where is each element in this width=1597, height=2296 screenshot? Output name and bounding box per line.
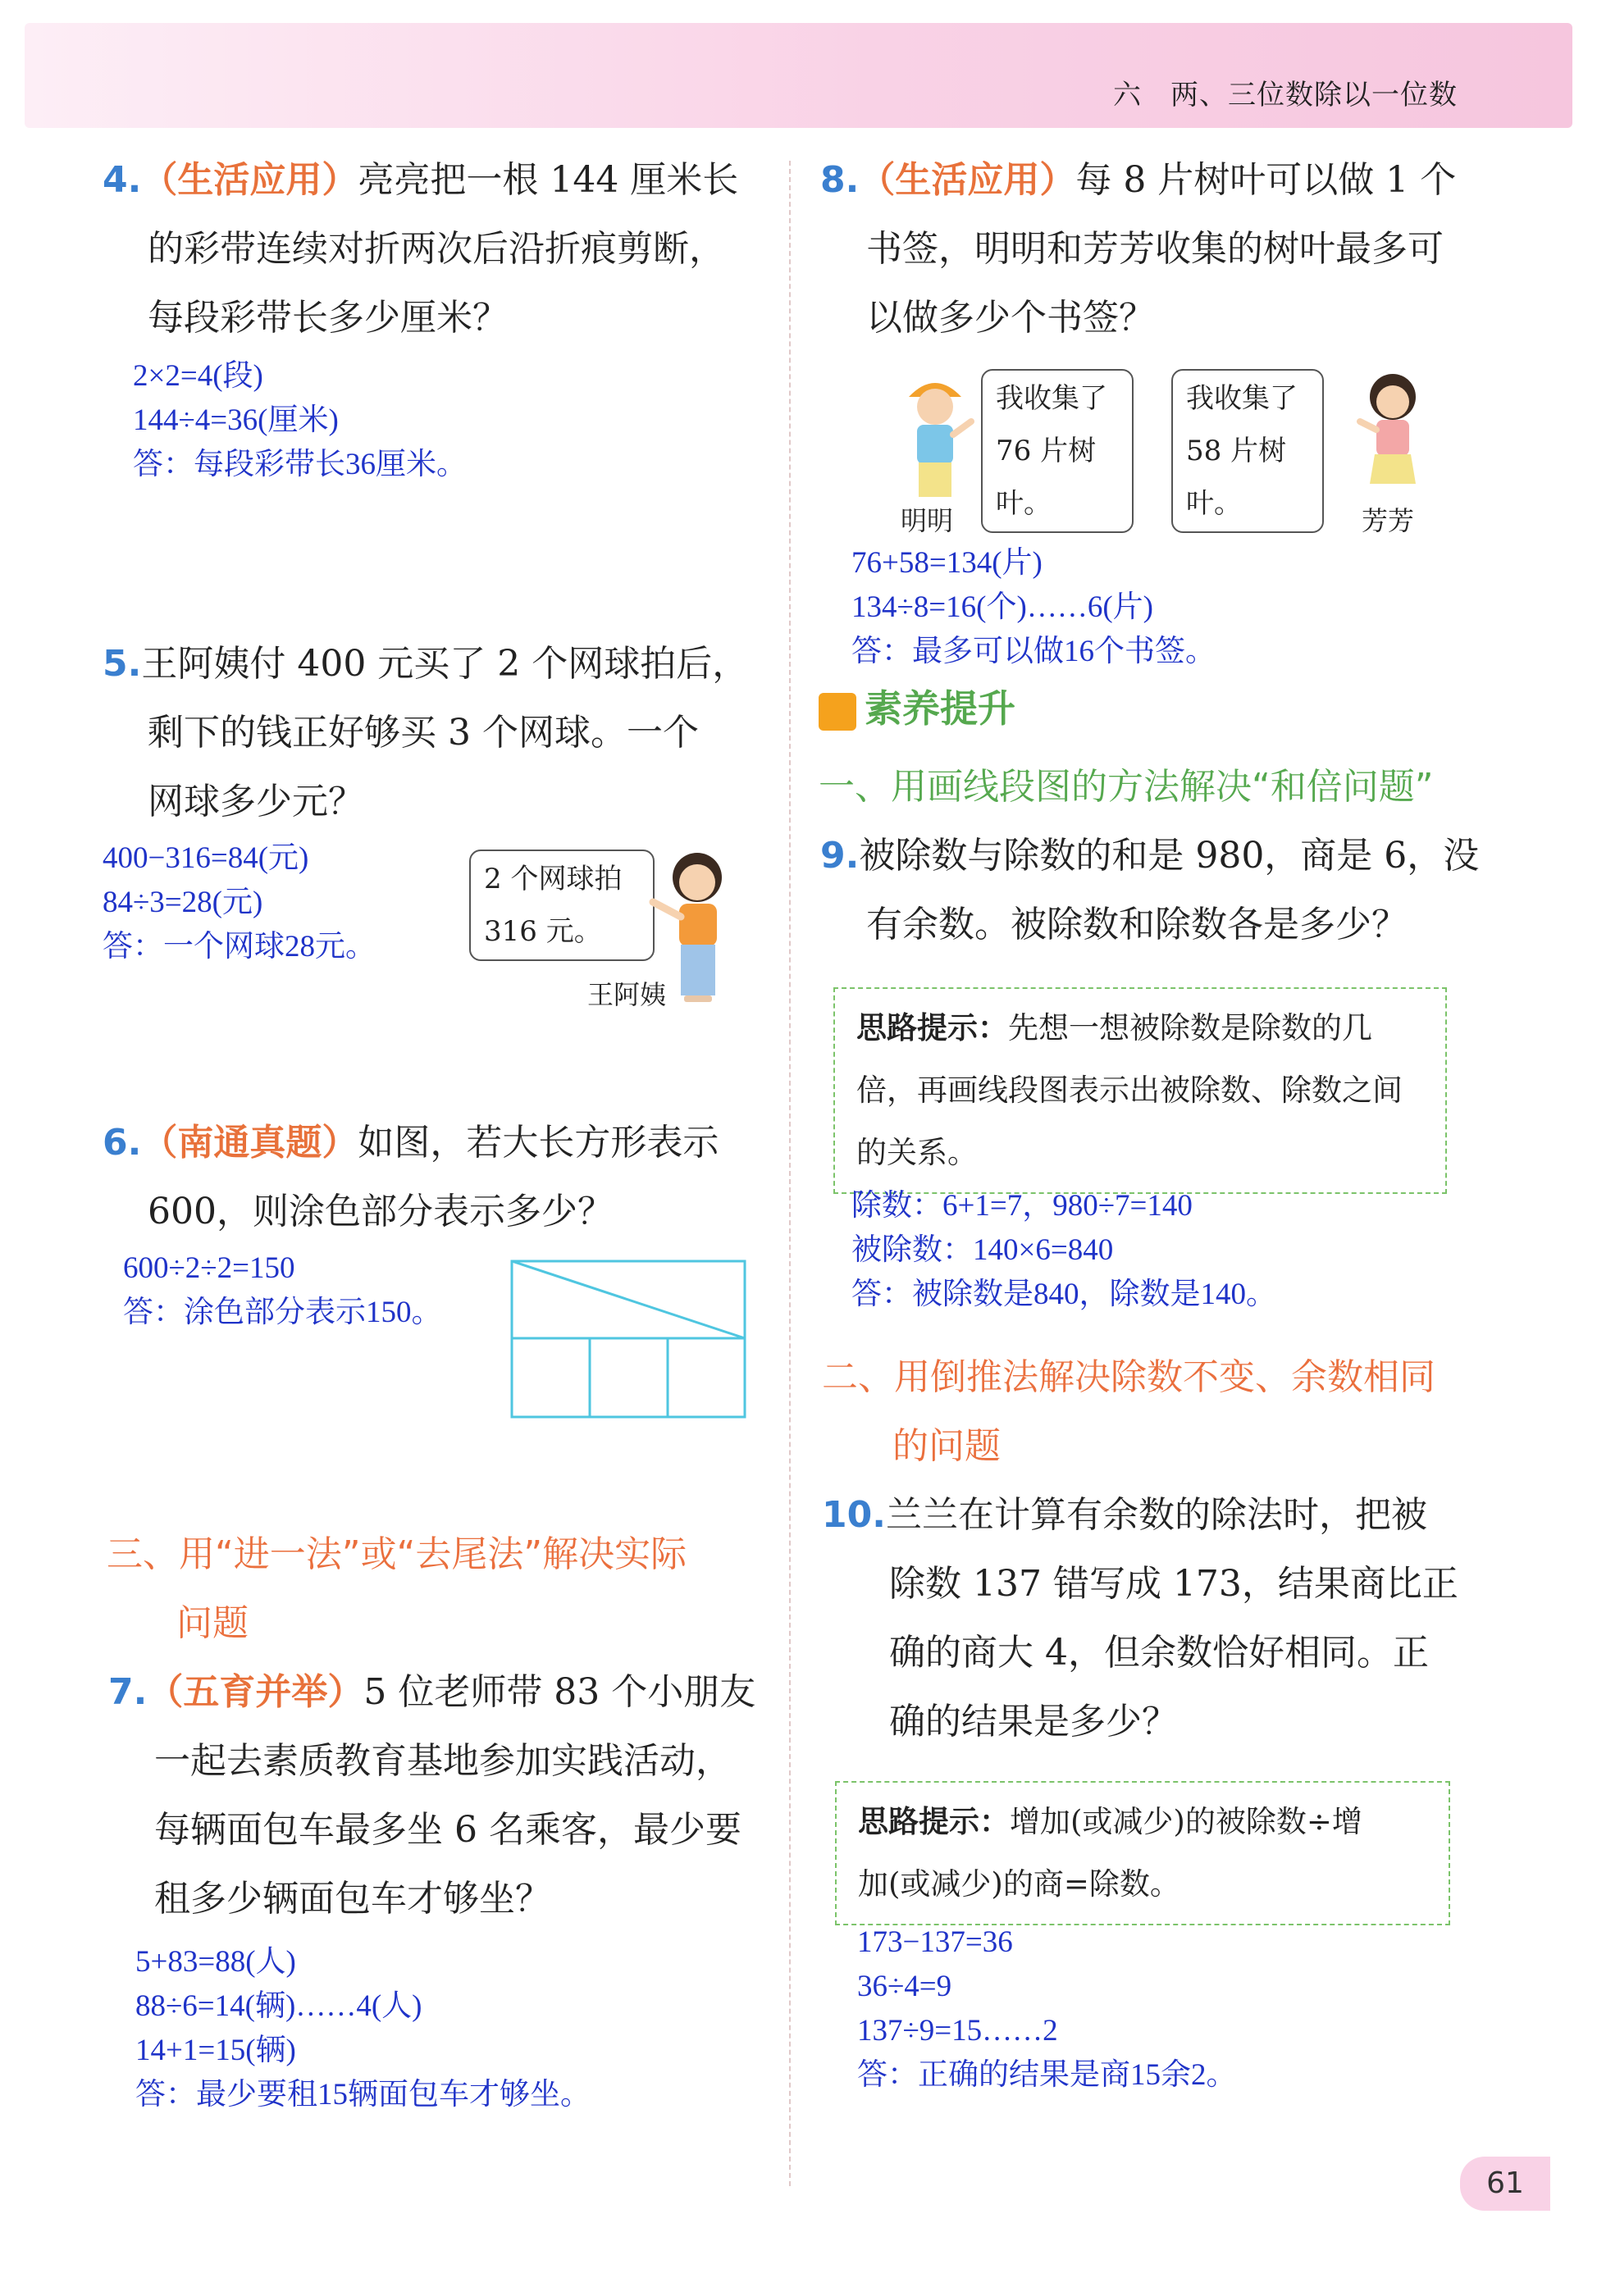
suyang-title: 素养提升	[865, 686, 1015, 731]
person-label-mingming: 明明	[901, 505, 954, 536]
section-heading-3-line-1: 三、用“进一法”或“去尾法”解决实际	[107, 1533, 687, 1575]
section-heading-3-line-2: 问题	[176, 1602, 249, 1644]
question-5-line-3: 网球多少元？	[148, 781, 364, 822]
question-8-line-3: 以做多少个书签？	[866, 297, 1155, 339]
hint-text: 的关系。	[856, 1135, 978, 1170]
bubble-line: 我收集了	[996, 382, 1107, 415]
question-10-line-2: 除数 137 错写成 173，结果商比正	[889, 1563, 1458, 1605]
question-number: 9.	[820, 835, 860, 877]
speech-bubble-mingming	[981, 369, 1134, 533]
question-text: 王阿姨付 400 元买了 2 个网球拍后，	[141, 643, 749, 685]
question-number: 5.	[103, 643, 142, 685]
question-9-line-2: 有余数。被除数和除数各是多少？	[866, 904, 1408, 945]
question-7-line-1	[108, 1658, 755, 1727]
answer-10-line-4: 答：正确的结果是商15余2。	[857, 2058, 1237, 2092]
question-4-line-3: 每段彩带长多少厘米？	[148, 297, 509, 339]
hint-text: 增加(或减少)的被除数÷增	[1010, 1804, 1362, 1839]
section-heading-1: 一、用画线段图的方法解决“和倍问题”	[819, 766, 1434, 808]
hint-label: 思路提示：	[856, 1010, 1008, 1046]
question-tag: （南通真题）	[141, 1122, 358, 1164]
answer-5-line-2: 84÷3=28(元)	[103, 886, 263, 919]
speech-bubble-fangfang	[1171, 369, 1324, 533]
answer-5-line-3: 答：一个网球28元。	[103, 930, 376, 963]
chapter-title: 六 两、三位数除以一位数	[1113, 79, 1458, 112]
answer-4-line-3: 答：每段彩带长36厘米。	[133, 448, 467, 481]
question-7-line-4: 租多少辆面包车才够坐？	[154, 1878, 551, 1920]
answer-7-line-2: 88÷6=14(辆)……4(人)	[135, 1989, 422, 2023]
question-tag: （生活应用）	[141, 159, 358, 201]
hint-box-10	[835, 1781, 1450, 1925]
question-9-line-1	[820, 822, 1479, 891]
question-text: 每 8 片树叶可以做 1 个	[1075, 159, 1457, 201]
section-heading-2-line-1: 二、用倒推法解决除数不变、余数相同	[822, 1356, 1435, 1398]
rectangle-diagram	[510, 1260, 748, 1420]
section-heading-2-line-2: 的问题	[892, 1425, 1001, 1467]
hint-text: 倍，再画线段图表示出被除数、除数之间	[856, 1073, 1403, 1108]
bubble-line: 58 片树叶。	[1186, 435, 1287, 520]
hint-text: 先想一想被除数是除数的几	[1008, 1010, 1372, 1046]
person-label-wang: 王阿姨	[587, 979, 667, 1010]
question-text: 如图，若大长方形表示	[358, 1122, 719, 1164]
question-number: 6.	[103, 1122, 142, 1164]
person-label-fangfang: 芳芳	[1362, 505, 1415, 536]
question-10-line-4: 确的结果是多少？	[889, 1701, 1178, 1742]
bubble-line: 我收集了	[1186, 382, 1298, 415]
answer-10-line-3: 137÷9=15……2	[857, 2014, 1058, 2048]
question-10-line-3: 确的商大 4，但余数恰好相同。正	[889, 1632, 1429, 1674]
answer-4-line-1: 2×2=4(段)	[133, 359, 263, 393]
question-tag: （生活应用）	[859, 159, 1076, 201]
answer-9-line-1: 除数：6+1=7，980÷7=140	[851, 1189, 1193, 1223]
question-6-line-1	[103, 1109, 719, 1178]
answer-8-line-1: 76+58=134(片)	[851, 546, 1043, 580]
bubble-line: 316 元。	[484, 915, 602, 948]
question-6-line-2: 600，则涂色部分表示多少？	[148, 1191, 614, 1232]
fangfang-illustration	[1353, 364, 1427, 495]
question-5-line-2: 剩下的钱正好够买 3 个网球。一个	[148, 712, 699, 754]
answer-7-line-3: 14+1=15(辆)	[135, 2034, 296, 2067]
page-number: 61	[1460, 2157, 1550, 2211]
answer-8-line-3: 答：最多可以做16个书签。	[851, 635, 1216, 668]
question-4-line-1	[103, 146, 738, 215]
question-text: 被除数与除数的和是 980，商是 6，没	[859, 835, 1480, 877]
question-number: 7.	[108, 1671, 148, 1713]
question-text: 兰兰在计算有余数的除法时，把被	[885, 1494, 1427, 1536]
answer-9-line-2: 被除数：140×6=840	[851, 1233, 1114, 1267]
suyang-heading	[819, 674, 1015, 743]
answer-7-line-4: 答：最少要租15辆面包车才够坐。	[135, 2078, 591, 2112]
column-divider	[789, 161, 791, 2186]
question-7-line-3: 每辆面包车最多坐 6 名乘客，最少要	[154, 1809, 741, 1851]
answer-6-line-1: 600÷2÷2=150	[123, 1251, 295, 1285]
question-7-line-2: 一起去素质教育基地参加实践活动，	[154, 1740, 732, 1782]
question-number: 4.	[103, 159, 142, 201]
hint-box-9	[833, 987, 1447, 1194]
mingming-illustration	[894, 364, 976, 503]
answer-10-line-1: 173−137=36	[857, 1925, 1013, 1959]
question-number: 10.	[822, 1494, 886, 1536]
question-8-line-2: 书签，明明和芳芳收集的树叶最多可	[866, 228, 1444, 270]
question-5-line-1	[103, 630, 748, 699]
hint-text: 加(或减少)的商=除数。	[858, 1866, 1180, 1902]
bubble-line: 76 片树叶。	[996, 435, 1097, 520]
question-8-line-1	[820, 146, 1456, 215]
answer-10-line-2: 36÷4=9	[857, 1970, 952, 2003]
answer-5-line-1: 400−316=84(元)	[103, 841, 309, 875]
suyang-badge-icon	[819, 693, 856, 731]
hint-label: 思路提示：	[858, 1804, 1010, 1839]
answer-8-line-2: 134÷8=16(个)……6(片)	[851, 590, 1153, 624]
answer-4-line-2: 144÷4=36(厘米)	[133, 403, 339, 437]
question-text: 亮亮把一根 144 厘米长	[358, 159, 739, 201]
question-10-line-1	[822, 1481, 1427, 1550]
question-number: 8.	[820, 159, 860, 201]
answer-7-line-1: 5+83=88(人)	[135, 1945, 296, 1979]
speech-bubble-wang	[469, 850, 655, 961]
question-text: 5 位老师带 83 个小朋友	[363, 1671, 756, 1713]
bubble-line: 2 个网球拍	[484, 863, 623, 895]
question-4-line-2: 的彩带连续对折两次后沿折痕剪断，	[148, 228, 725, 270]
answer-6-line-2: 答：涂色部分表示150。	[123, 1296, 442, 1329]
answer-9-line-3: 答：被除数是840，除数是140。	[851, 1278, 1276, 1311]
question-tag: （五育并举）	[147, 1671, 364, 1713]
